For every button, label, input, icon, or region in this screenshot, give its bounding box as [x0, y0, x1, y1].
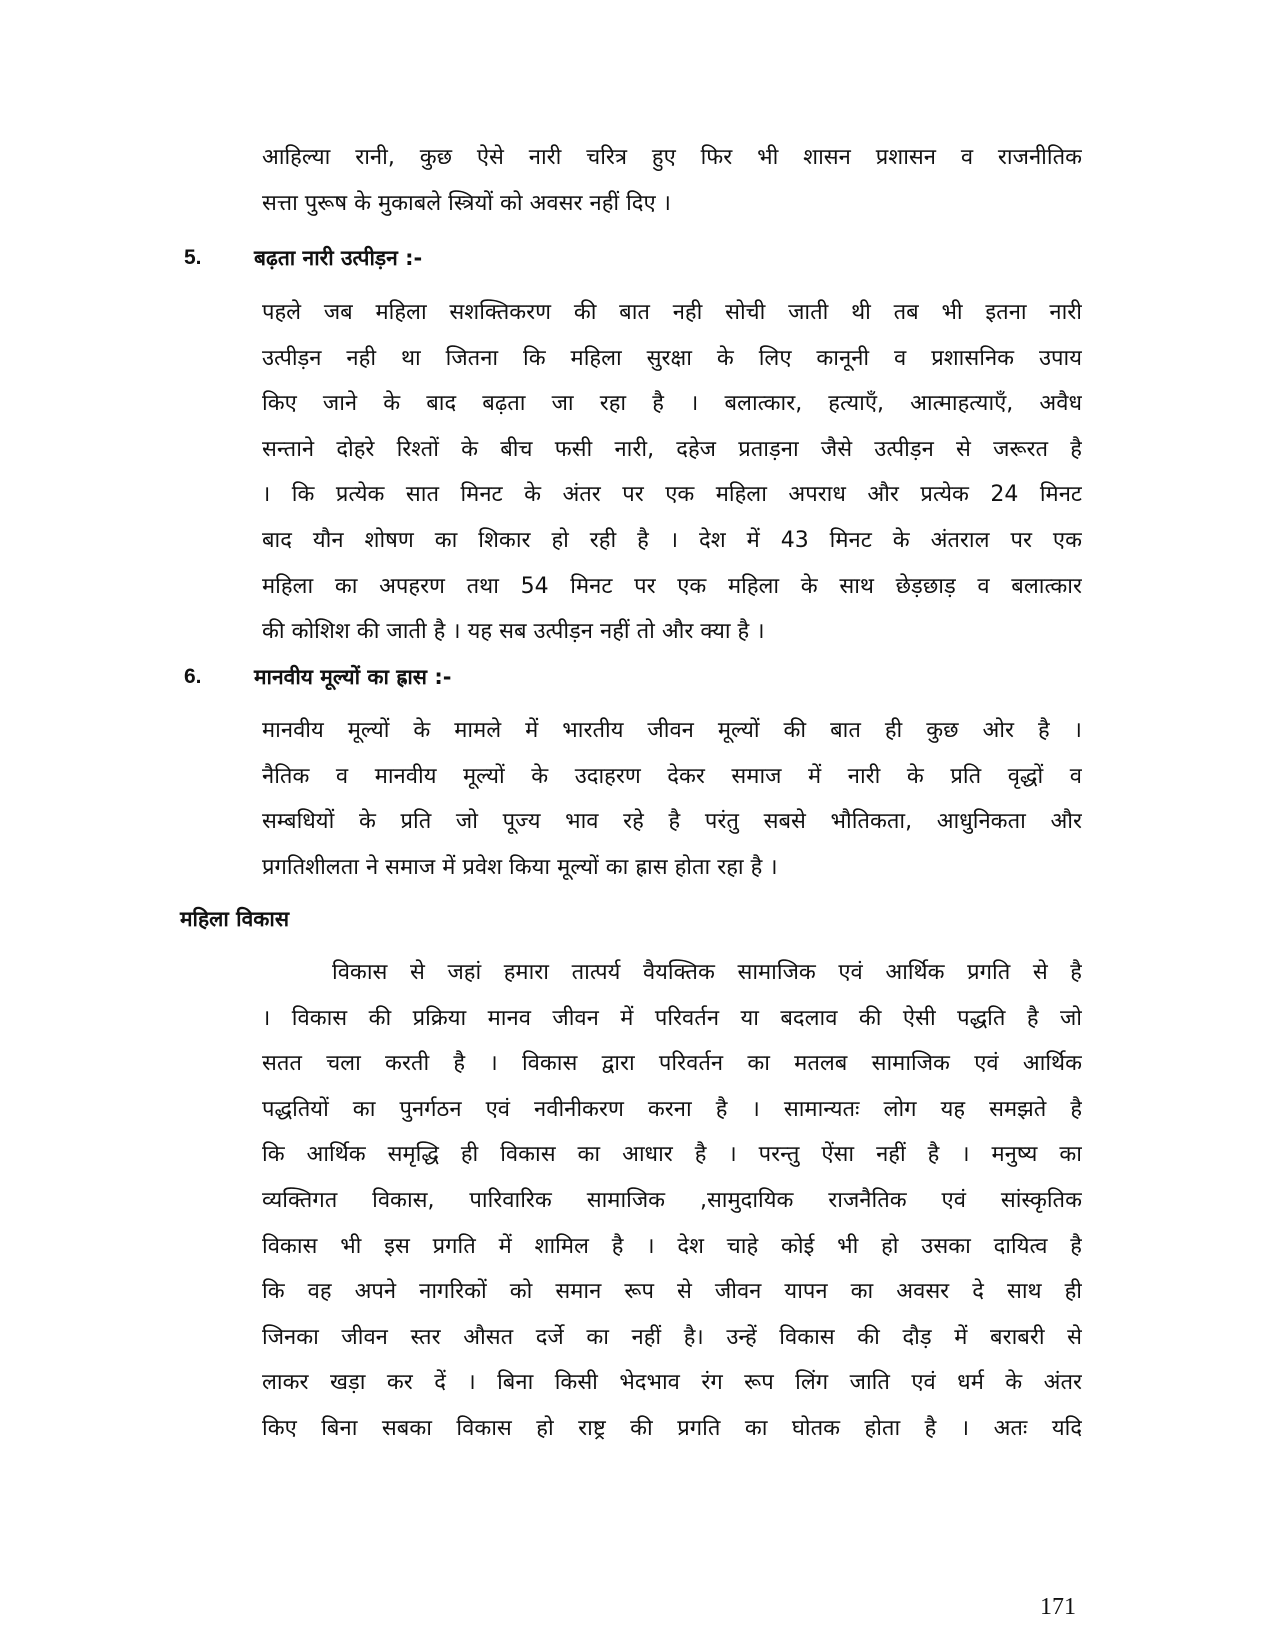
text-line: किए बिना सबका विकास हो राष्ट्र की प्रगति का घोतक होता है । अतः यदि: [262, 1415, 1082, 1441]
section-5-number: 5.: [184, 246, 202, 269]
section-5-paragraph: [262, 290, 1082, 655]
text-line: की कोशिश की जाती है । यह सब उत्पीड़न नहीं तो और क्या है ।: [262, 619, 765, 645]
text-line: । कि प्रत्येक सात मिनट के अंतर पर एक महिला अपराध और प्रत्येक 24 मिनट: [262, 482, 1082, 508]
text-line: सत्ता पुरूष के मुकाबले स्त्रियों को अवसर नहीं दिए ।: [262, 190, 671, 216]
mahila-vikas-heading: महिला विकास: [180, 907, 290, 931]
text-line: बाद यौन शोषण का शिकार हो रही है । देश में 43 मिनट के अंतराल पर एक: [262, 527, 1082, 553]
text-line: । विकास की प्रक्रिया मानव जीवन में परिवर्तन या बदलाव की ऐसी पद्धति है जो: [262, 1005, 1082, 1031]
text-line: विकास से जहां हमारा तात्पर्य वैयक्तिक सामाजिक एवं आर्थिक प्रगति से है: [332, 960, 1082, 985]
text-line: किए जाने के बाद बढ़ता जा रहा है । बलात्कार, हत्याएँ, आत्माहत्याएँ, अवैध: [262, 391, 1082, 417]
text-line: उत्पीड़न नही था जितना कि महिला सुरक्षा के लिए कानूनी व प्रशासनिक उपाय: [262, 345, 1082, 371]
mahila-vikas-paragraph: [262, 950, 1082, 1452]
text-line: पद्धतियों का पुनर्गठन एवं नवीनीकरण करना है । सामान्यतः लोग यह समझते है: [262, 1096, 1082, 1122]
text-line: नैतिक व मानवीय मूल्यों के उदाहरण देकर समाज में नारी के प्रति वृद्धों व: [262, 763, 1082, 789]
section-6-paragraph: [262, 708, 1082, 890]
text-line: प्रगतिशीलता ने समाज में प्रवेश किया मूल्यों का ह्रास होता रहा है ।: [262, 854, 778, 880]
page-number: 171: [1040, 1594, 1076, 1620]
text-line: महिला का अपहरण तथा 54 मिनट पर एक महिला के साथ छेड़छाड़ व बलात्कार: [262, 573, 1082, 599]
text-line: कि वह अपने नागरिकों को समान रूप से जीवन यापन का अवसर दे साथ ही: [262, 1279, 1082, 1305]
text-line: सम्बधियों के प्रति जो पूज्य भाव रहे है परंतु सबसे भौतिकता, आधुनिकता और: [262, 809, 1082, 835]
text-line: मानवीय मूल्यों के मामले में भारतीय जीवन मूल्यों की बात ही कुछ ओर है ।: [262, 718, 1082, 743]
intro-paragraph: [262, 135, 1082, 226]
text-line: पहले जब महिला सशक्तिकरण की बात नही सोची जाती थी तब भी इतना नारी: [262, 300, 1082, 325]
text-line: आहिल्या रानी, कुछ ऐसे नारी चरित्र हुए फिर भी शासन प्रशासन व राजनीतिक: [262, 145, 1082, 170]
text-line: विकास भी इस प्रगति में शामिल है । देश चाहे कोई भी हो उसका दायित्व है: [262, 1233, 1082, 1259]
text-line: जिनका जीवन स्तर औसत दर्जे का नहीं है। उन्हें विकास की दौड़ में बराबरी से: [262, 1324, 1082, 1350]
text-line: कि आर्थिक समृद्धि ही विकास का आधार है । परन्तु ऐंसा नहीं है । मनुष्य का: [262, 1142, 1082, 1168]
text-line: लाकर खड़ा कर दें । बिना किसी भेदभाव रंग रूप लिंग जाति एवं धर्म के अंतर: [262, 1370, 1082, 1396]
section-5-heading: बढ़ता नारी उत्पीड़न :-: [254, 246, 423, 270]
section-6-heading: मानवीय मूल्यों का ह्रास :-: [254, 665, 452, 689]
section-6-number: 6.: [184, 665, 202, 688]
text-line: सतत चला करती है । विकास द्वारा परिवर्तन का मतलब सामाजिक एवं आर्थिक: [262, 1051, 1082, 1077]
text-line: व्यक्तिगत विकास, पारिवारिक सामाजिक ,सामुदायिक राजनैतिक एवं सांस्कृतिक: [262, 1187, 1082, 1213]
text-line: सन्ताने दोहरे रिश्तों के बीच फसी नारी, दहेज प्रताड़ना जैसे उत्पीड़न से जरूरत है: [262, 436, 1082, 462]
